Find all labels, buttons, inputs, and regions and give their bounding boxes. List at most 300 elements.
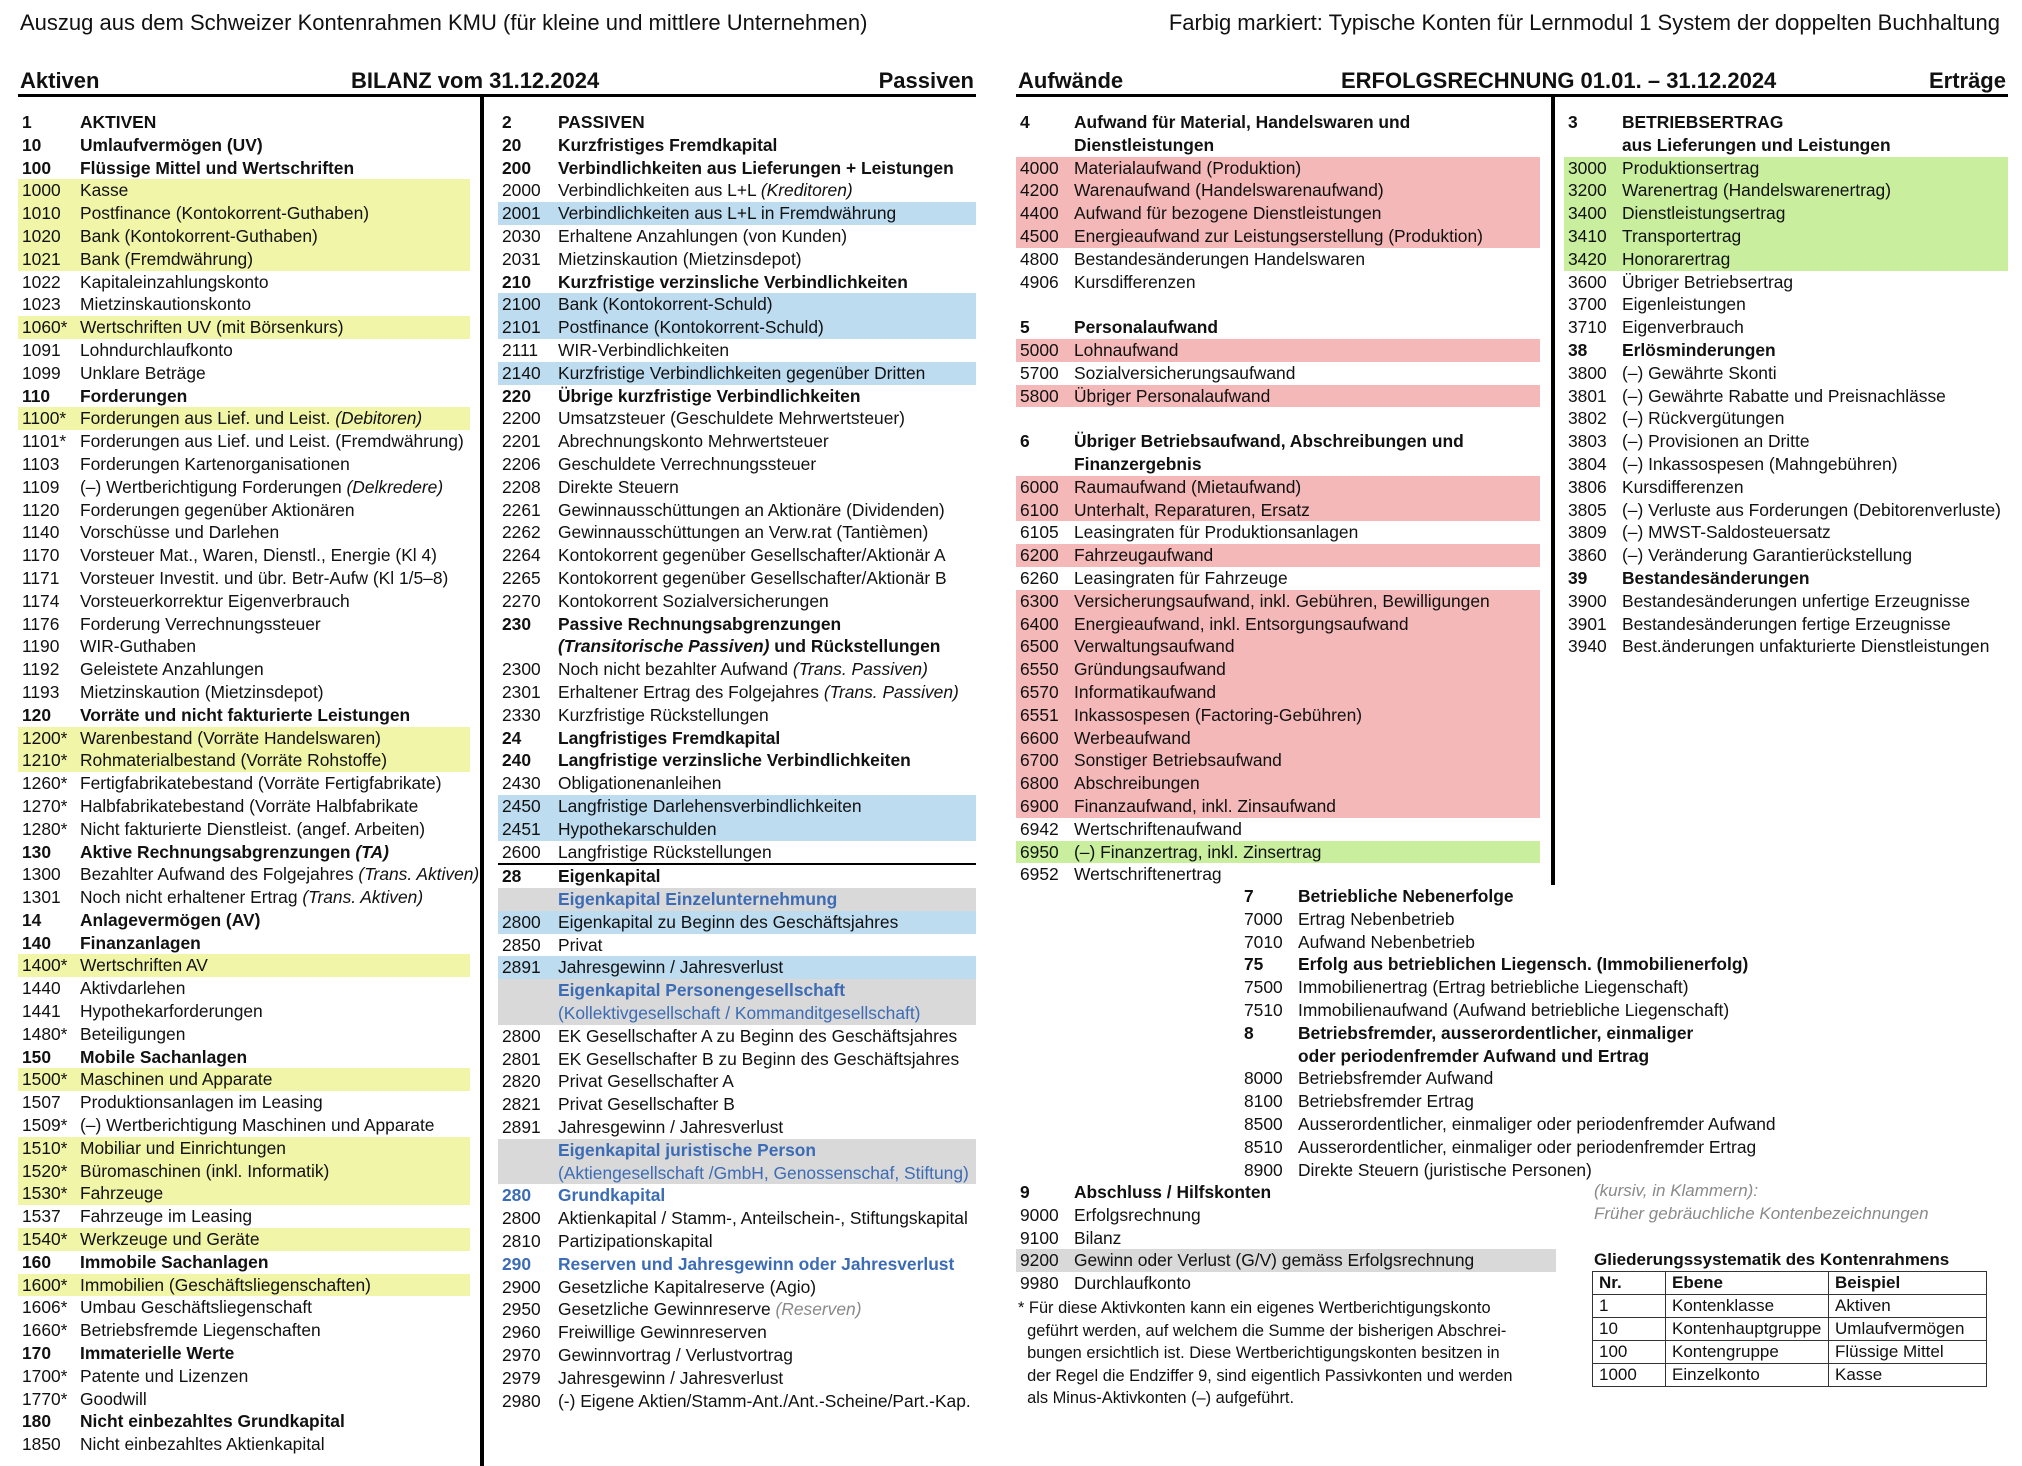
- aufwand-row: [1016, 248, 1540, 271]
- account-name: [558, 430, 829, 453]
- account-name: [80, 1433, 325, 1456]
- account-name: [80, 954, 208, 977]
- account-name: [558, 362, 925, 385]
- aufwand-row: [1016, 202, 1540, 225]
- account-text: Dienstleistungen: [1074, 134, 1215, 155]
- account-number: 1507: [22, 1092, 61, 1113]
- account-text: Personalaufwand: [1074, 317, 1218, 338]
- account-text: Betriebsfremder Ertrag: [1298, 1091, 1474, 1112]
- account-name: [80, 1365, 248, 1388]
- aktiven-row: [18, 157, 470, 180]
- account-number: 1260*: [22, 773, 68, 794]
- account-name: [1074, 453, 1202, 476]
- abschluss-row: [1016, 1181, 1556, 1204]
- account-number: 2001: [502, 203, 541, 224]
- passiven-row: [498, 157, 976, 180]
- aufwand-row: [1016, 544, 1540, 567]
- account-text: Forderungen aus Lief. und Leist.: [80, 408, 336, 429]
- account-text: WIR-Guthaben: [80, 636, 196, 657]
- account-name: [1074, 772, 1200, 795]
- account-name: [558, 1253, 954, 1276]
- aktiven-row: [18, 1410, 470, 1433]
- account-name: [1074, 225, 1483, 248]
- account-text: Wertschriften AV: [80, 955, 208, 976]
- account-name: [1298, 1022, 1693, 1045]
- account-name: [558, 934, 602, 957]
- account-number: 2200: [502, 408, 541, 429]
- account-text: Bank (Kontokorrent-Schuld): [558, 294, 773, 315]
- account-number: 7: [1244, 886, 1254, 906]
- passiven-row: [498, 521, 976, 544]
- aktiven-row: [18, 1068, 470, 1091]
- account-name: [80, 1068, 272, 1091]
- account-text: Langfristiges Fremdkapital: [558, 727, 781, 748]
- account-name: [558, 134, 777, 157]
- account-name: [80, 453, 350, 476]
- account-text: Warenaufwand (Handelswarenaufwand): [1074, 180, 1384, 201]
- account-number: 1: [22, 112, 32, 132]
- account-text: Mietzinskautionskonto: [80, 294, 252, 315]
- ertrag-row: [1564, 339, 2008, 362]
- account-number: 1510*: [22, 1137, 68, 1158]
- account-text: Aufwand für bezogene Dienstleistungen: [1074, 203, 1382, 224]
- account-text: Informatikaufwand: [1074, 681, 1217, 702]
- account-text: BETRIEBSERTRAG: [1622, 112, 1784, 132]
- account-text: Werkzeuge und Geräte: [80, 1229, 260, 1250]
- er-right-label: Erträge: [1928, 68, 2006, 93]
- passiven-row: [498, 1048, 976, 1071]
- account-number: 1606*: [22, 1297, 68, 1318]
- passiven-row: [498, 1025, 976, 1048]
- account-name: [80, 1388, 147, 1411]
- account-number: 2600: [502, 841, 541, 862]
- account-number: 1441: [22, 1001, 61, 1022]
- account-number: 220: [502, 385, 532, 406]
- account-number: 2264: [502, 545, 541, 566]
- account-text: Warenbestand (Vorräte Handelswaren): [80, 727, 381, 748]
- account-text: Verbindlichkeiten aus L+L: [558, 180, 761, 201]
- neben-column: [1244, 885, 1944, 1181]
- account-number: 2800: [502, 1025, 541, 1046]
- ertrag-row: [1564, 293, 2008, 316]
- account-text: Sonstiger Betriebsaufwand: [1074, 750, 1282, 771]
- aktiven-row: [18, 1205, 470, 1228]
- account-text: Nicht einbezahltes Aktienkapital: [80, 1434, 325, 1455]
- account-number: 2265: [502, 567, 541, 588]
- neben-row: [1244, 1113, 1944, 1136]
- aufwand-row: [1016, 727, 1540, 750]
- aufwand-row: [1016, 407, 1540, 430]
- account-text: Hypothekarforderungen: [80, 1001, 263, 1022]
- account-name: [558, 521, 928, 544]
- account-name: [1074, 111, 1410, 134]
- account-name: [1074, 567, 1288, 590]
- account-text: Übriger Betriebsaufwand, Abschreibungen und: [1074, 431, 1464, 452]
- passiven-row: [498, 1344, 976, 1367]
- account-name: [558, 772, 721, 795]
- header-right: Farbig markiert: Typische Konten für Lernmodul 1 System der doppelten Buchhaltung: [1168, 10, 2000, 35]
- account-name: [558, 1002, 920, 1025]
- aufwand-row: [1016, 635, 1540, 658]
- aktiven-row: [18, 1319, 470, 1342]
- account-text: Eigenkapital juristische Person: [558, 1139, 817, 1160]
- account-name: [1622, 453, 1898, 476]
- account-number: 3710: [1568, 317, 1607, 338]
- account-number: 9980: [1020, 1273, 1059, 1294]
- account-name: [558, 339, 729, 362]
- account-text: Partizipationskapital: [558, 1231, 713, 1252]
- account-name: [80, 1342, 234, 1365]
- account-name: [80, 179, 128, 202]
- account-text: Verbindlichkeiten aus Lieferungen + Leistungen: [558, 157, 954, 178]
- neben-row: [1244, 1090, 1944, 1113]
- account-text: (–) MWST-Saldosteuersatz: [1622, 522, 1831, 543]
- account-number: 2330: [502, 704, 541, 725]
- account-name: [80, 704, 410, 727]
- account-text: Kasse: [80, 180, 129, 201]
- passiven-row: [498, 1298, 976, 1321]
- account-number: 6700: [1020, 750, 1059, 771]
- account-number: 1193: [22, 681, 60, 702]
- aufwand-row: [1016, 157, 1540, 180]
- account-number: 1022: [22, 271, 61, 292]
- account-number: 8900: [1244, 1159, 1283, 1180]
- account-name: [558, 1139, 816, 1162]
- account-name: [1622, 271, 1793, 294]
- aktiven-row: [18, 453, 470, 476]
- account-name: [1074, 681, 1216, 704]
- account-text: Kursdifferenzen: [1622, 476, 1744, 497]
- account-text: Bezahlter Aufwand des Folgejahres: [80, 864, 359, 885]
- ertrag-column: [1564, 111, 2008, 658]
- account-number: 6600: [1020, 727, 1059, 748]
- account-name: [558, 1025, 957, 1048]
- account-number: 2262: [502, 522, 541, 543]
- passiven-row: [498, 1390, 976, 1413]
- account-text: Transportertrag: [1622, 225, 1742, 246]
- account-name: [1074, 1227, 1121, 1250]
- account-name: [80, 977, 185, 1000]
- account-number: 3809: [1568, 522, 1607, 543]
- account-name: [558, 1321, 767, 1344]
- account-name: [1622, 134, 1891, 157]
- account-number: 6551: [1020, 704, 1059, 725]
- account-name: [1298, 1067, 1493, 1090]
- account-name: [558, 1070, 734, 1093]
- account-name: [80, 932, 201, 955]
- account-number: 6105: [1020, 522, 1059, 543]
- account-number: 2201: [502, 431, 541, 452]
- account-number: 200: [502, 157, 532, 178]
- account-number: 6900: [1020, 795, 1059, 816]
- account-text: Flüssige Mittel und Wertschriften: [80, 157, 355, 178]
- account-text: Forderungen Kartenorganisationen: [80, 453, 350, 474]
- account-number: 1500*: [22, 1069, 68, 1090]
- aktiven-row: [18, 795, 470, 818]
- aktiven-row: [18, 681, 470, 704]
- account-name: [1622, 339, 1776, 362]
- account-number: 290: [502, 1253, 532, 1274]
- passiven-row: [498, 453, 976, 476]
- account-number: 7500: [1244, 977, 1283, 998]
- account-name: [1298, 885, 1514, 908]
- account-number: 3400: [1568, 203, 1607, 224]
- passiven-row: [498, 727, 976, 750]
- account-text: Eigenkapital Einzelunternehmung: [558, 889, 838, 910]
- account-name: [558, 795, 862, 818]
- account-number: 1103: [22, 453, 60, 474]
- account-name: [80, 134, 263, 157]
- account-name: [1622, 521, 1831, 544]
- account-text: Betriebsfremde Liegenschaften: [80, 1320, 321, 1341]
- account-name: [1074, 1272, 1191, 1295]
- account-name: [558, 979, 845, 1002]
- account-name: [80, 1160, 329, 1183]
- account-number: 1109: [22, 476, 60, 497]
- aktiven-row: [18, 863, 480, 886]
- aktiven-row: [18, 1296, 470, 1319]
- aktiven-row: [18, 1182, 470, 1205]
- account-number: 1660*: [22, 1320, 68, 1341]
- neben-row: [1244, 976, 1944, 999]
- account-name: [1622, 476, 1744, 499]
- account-text: Privat Gesellschafter A: [558, 1071, 734, 1092]
- account-name: [80, 613, 321, 636]
- aufwand-row: [1016, 134, 1540, 157]
- account-name: [558, 865, 660, 888]
- account-text: Umsatzsteuer (Geschuldete Mehrwertsteuer): [558, 408, 905, 429]
- account-name: [1074, 339, 1178, 362]
- account-text: Mietzinskaution (Mietzinsdepot): [80, 681, 324, 702]
- passiven-row: [498, 339, 976, 362]
- account-name: [1622, 179, 1891, 202]
- account-text: Übriger Personalaufwand: [1074, 385, 1271, 406]
- account-name: [1622, 590, 1970, 613]
- aktiven-row: [18, 1388, 470, 1411]
- ertrag-row: [1564, 271, 2008, 294]
- account-text: Eigenverbrauch: [1622, 317, 1744, 338]
- aufwand-row: [1016, 316, 1540, 339]
- account-text: Immaterielle Werte: [80, 1343, 235, 1364]
- account-name: [80, 886, 423, 909]
- account-text: Mobile Sachanlagen: [80, 1046, 248, 1067]
- account-number: 100: [22, 157, 52, 178]
- account-text: (–) Provisionen an Dritte: [1622, 431, 1810, 452]
- account-number: 1270*: [22, 795, 68, 816]
- passiven-row: [498, 704, 976, 727]
- neben-row: [1244, 1022, 1944, 1045]
- account-name: [80, 1091, 323, 1114]
- aufwand-row: [1016, 179, 1540, 202]
- account-number: 1021: [22, 248, 61, 269]
- account-text: Wertschriftenertrag: [1074, 864, 1222, 885]
- account-number: 8500: [1244, 1113, 1283, 1134]
- account-name: [558, 749, 911, 772]
- account-text: Immobilienertrag (Ertrag betriebliche Liegenschaft): [1298, 977, 1689, 998]
- account-number: 2100: [502, 294, 541, 315]
- account-text: Wertschriften UV (mit Börsenkurs): [80, 317, 344, 338]
- account-text: Abschreibungen: [1074, 773, 1200, 794]
- ertrag-row: [1564, 499, 2008, 522]
- account-text: Immobilienaufwand (Aufwand betriebliche Liegenschaft): [1298, 999, 1730, 1020]
- account-name: [1622, 544, 1912, 567]
- account-text: Inkassospesen (Factoring-Gebühren): [1074, 704, 1363, 725]
- aktiven-row: [18, 1274, 470, 1297]
- abschluss-row: [1016, 1227, 1556, 1250]
- former-name: (Reserven): [775, 1299, 862, 1320]
- account-text: Gewinnvortrag / Verlustvortrag: [558, 1345, 793, 1366]
- account-text: (–) Wertberichtigung Maschinen und Apparate: [80, 1115, 435, 1136]
- aktiven-row: [18, 977, 470, 1000]
- passiven-column: [498, 111, 976, 1412]
- account-number: 1700*: [22, 1365, 68, 1386]
- footnote-line: der Regel die Endziffer 9, sind eigentlich Passivkonten und werden: [1018, 1366, 1513, 1385]
- footnote-line: geführt werden, auf welchem die Summe der bisherigen Abschrei-: [1018, 1321, 1507, 1340]
- account-name: [80, 476, 443, 499]
- account-name: [558, 613, 841, 636]
- account-text: Lohnaufwand: [1074, 339, 1179, 360]
- account-text: (–) Gewährte Rabatte und Preisnachlässe: [1622, 385, 1946, 406]
- aktiven-row: [18, 339, 470, 362]
- account-text: Kontokorrent gegenüber Gesellschafter/Aktionär A: [558, 545, 946, 566]
- account-text: Honorarertrag: [1622, 248, 1731, 269]
- account-name: [1298, 1045, 1649, 1068]
- account-number: 2950: [502, 1299, 541, 1320]
- account-text: Vorsteuerkorrektur Eigenverbrauch: [80, 590, 350, 611]
- account-name: [1622, 635, 1989, 658]
- ertrag-row: [1564, 635, 2008, 658]
- aufwand-row: [1016, 567, 1540, 590]
- account-number: 2450: [502, 795, 541, 816]
- account-name: [1298, 953, 1748, 976]
- account-name: [1074, 385, 1270, 408]
- account-text: Obligationenanleihen: [558, 773, 722, 794]
- account-number: 1170: [22, 545, 60, 566]
- account-number: 1770*: [22, 1388, 68, 1409]
- account-name: [80, 1046, 247, 1069]
- account-text: Fertigfabrikatebestand (Vorräte Fertigfabrikate): [80, 773, 442, 794]
- aufwand-column: [1016, 111, 1540, 886]
- ertrag-row: [1564, 567, 2008, 590]
- aufwand-row: [1016, 476, 1540, 499]
- account-text: Kurzfristiges Fremdkapital: [558, 134, 778, 155]
- account-name: [80, 111, 156, 134]
- account-text: Betriebsfremder, ausserordentlicher, einmaliger: [1298, 1022, 1694, 1043]
- footnote: [1018, 1297, 1558, 1410]
- account-number: 4: [1020, 112, 1030, 132]
- account-name: [80, 1296, 312, 1319]
- account-number: 2980: [502, 1390, 541, 1411]
- account-text: Mobiliar und Einrichtungen: [80, 1137, 286, 1158]
- passiven-row: [498, 271, 976, 294]
- account-name: [1298, 1090, 1474, 1113]
- gliederung-table: [1592, 1271, 1987, 1387]
- account-name: [80, 841, 389, 864]
- ertrag-row: [1564, 157, 2008, 180]
- account-number: 1200*: [22, 727, 68, 748]
- account-number: 3804: [1568, 453, 1607, 474]
- account-name: [558, 202, 896, 225]
- account-text: WIR-Verbindlichkeiten: [558, 339, 730, 360]
- gl-cell: Kontenhauptgruppe: [1666, 1318, 1829, 1341]
- account-number: 1091: [22, 339, 61, 360]
- account-name: [1074, 499, 1310, 522]
- aktiven-row: [18, 1342, 470, 1365]
- account-name: [80, 157, 354, 180]
- aktiven-row: [18, 202, 470, 225]
- account-number: 210: [502, 271, 532, 292]
- account-name: [558, 1093, 735, 1116]
- aktiven-row: [18, 1160, 470, 1183]
- account-text: Ausserordentlicher, einmaliger oder periodenfremder Ertrag: [1298, 1136, 1757, 1157]
- account-text: (–) Finanzertrag, inkl. Zinsertrag: [1074, 841, 1322, 862]
- account-number: 6942: [1020, 818, 1059, 839]
- passiven-row: [498, 567, 976, 590]
- account-text: Ausserordentlicher, einmaliger oder periodenfremder Aufwand: [1298, 1113, 1776, 1134]
- account-name: [80, 1000, 263, 1023]
- account-name: [80, 635, 196, 658]
- account-text: Bilanz: [1074, 1227, 1122, 1248]
- former-name: (Transitorische Passiven): [558, 636, 770, 657]
- neben-row: [1244, 1045, 1944, 1068]
- bilanz-left-label: Aktiven: [20, 68, 100, 93]
- account-text: Freiwillige Gewinnreserven: [558, 1322, 767, 1343]
- passiven-row: [498, 1276, 976, 1299]
- account-number: 2101: [502, 317, 541, 338]
- passiven-row: [498, 1367, 976, 1390]
- gl-head-ebene: Ebene: [1666, 1272, 1829, 1295]
- account-number: 1023: [22, 294, 61, 315]
- account-number: 28: [502, 866, 522, 887]
- account-text: Vorsteuer Mat., Waren, Dienstl., Energie (Kl 4): [80, 545, 437, 566]
- account-text: Vorsteuer Investit. und übr. Betr-Aufw (Kl 1/5–8): [80, 567, 449, 588]
- account-name: [558, 1298, 862, 1321]
- aufwand-row: [1016, 590, 1540, 613]
- account-name: [80, 590, 350, 613]
- account-number: 2801: [502, 1048, 541, 1069]
- passiven-row: [498, 1070, 976, 1093]
- gl-head-nr: Nr.: [1593, 1272, 1666, 1295]
- account-name: [1074, 1204, 1201, 1227]
- account-text: Halbfabrikatebestand (Vorräte Halbfabrikate: [80, 795, 419, 816]
- account-name: [558, 1184, 665, 1207]
- aufwand-row: [1016, 271, 1540, 294]
- account-number: 9: [1020, 1182, 1030, 1202]
- account-number: 1600*: [22, 1274, 68, 1295]
- account-number: 3801: [1568, 385, 1607, 406]
- account-text: Forderungen gegenüber Aktionären: [80, 499, 355, 520]
- account-number: 6950: [1020, 841, 1059, 862]
- account-name: [1074, 863, 1222, 886]
- account-name: [80, 1274, 371, 1297]
- account-number: 3700: [1568, 294, 1607, 315]
- account-number: 24: [502, 727, 522, 748]
- account-text: Kurzfristige Rückstellungen: [558, 704, 769, 725]
- aufwand-row: [1016, 863, 1540, 886]
- aufwand-row: [1016, 704, 1540, 727]
- account-number: 9100: [1020, 1227, 1059, 1248]
- account-name: [80, 202, 369, 225]
- account-name: [558, 499, 945, 522]
- account-name: [1622, 362, 1777, 385]
- ertrag-row: [1564, 590, 2008, 613]
- account-number: 9200: [1020, 1250, 1059, 1271]
- account-number: 4500: [1020, 225, 1059, 246]
- account-name: [80, 499, 355, 522]
- account-text: Best.änderungen unfakturierte Dienstleistungen: [1622, 636, 1990, 657]
- account-number: 7010: [1244, 931, 1283, 952]
- account-number: 1520*: [22, 1160, 68, 1181]
